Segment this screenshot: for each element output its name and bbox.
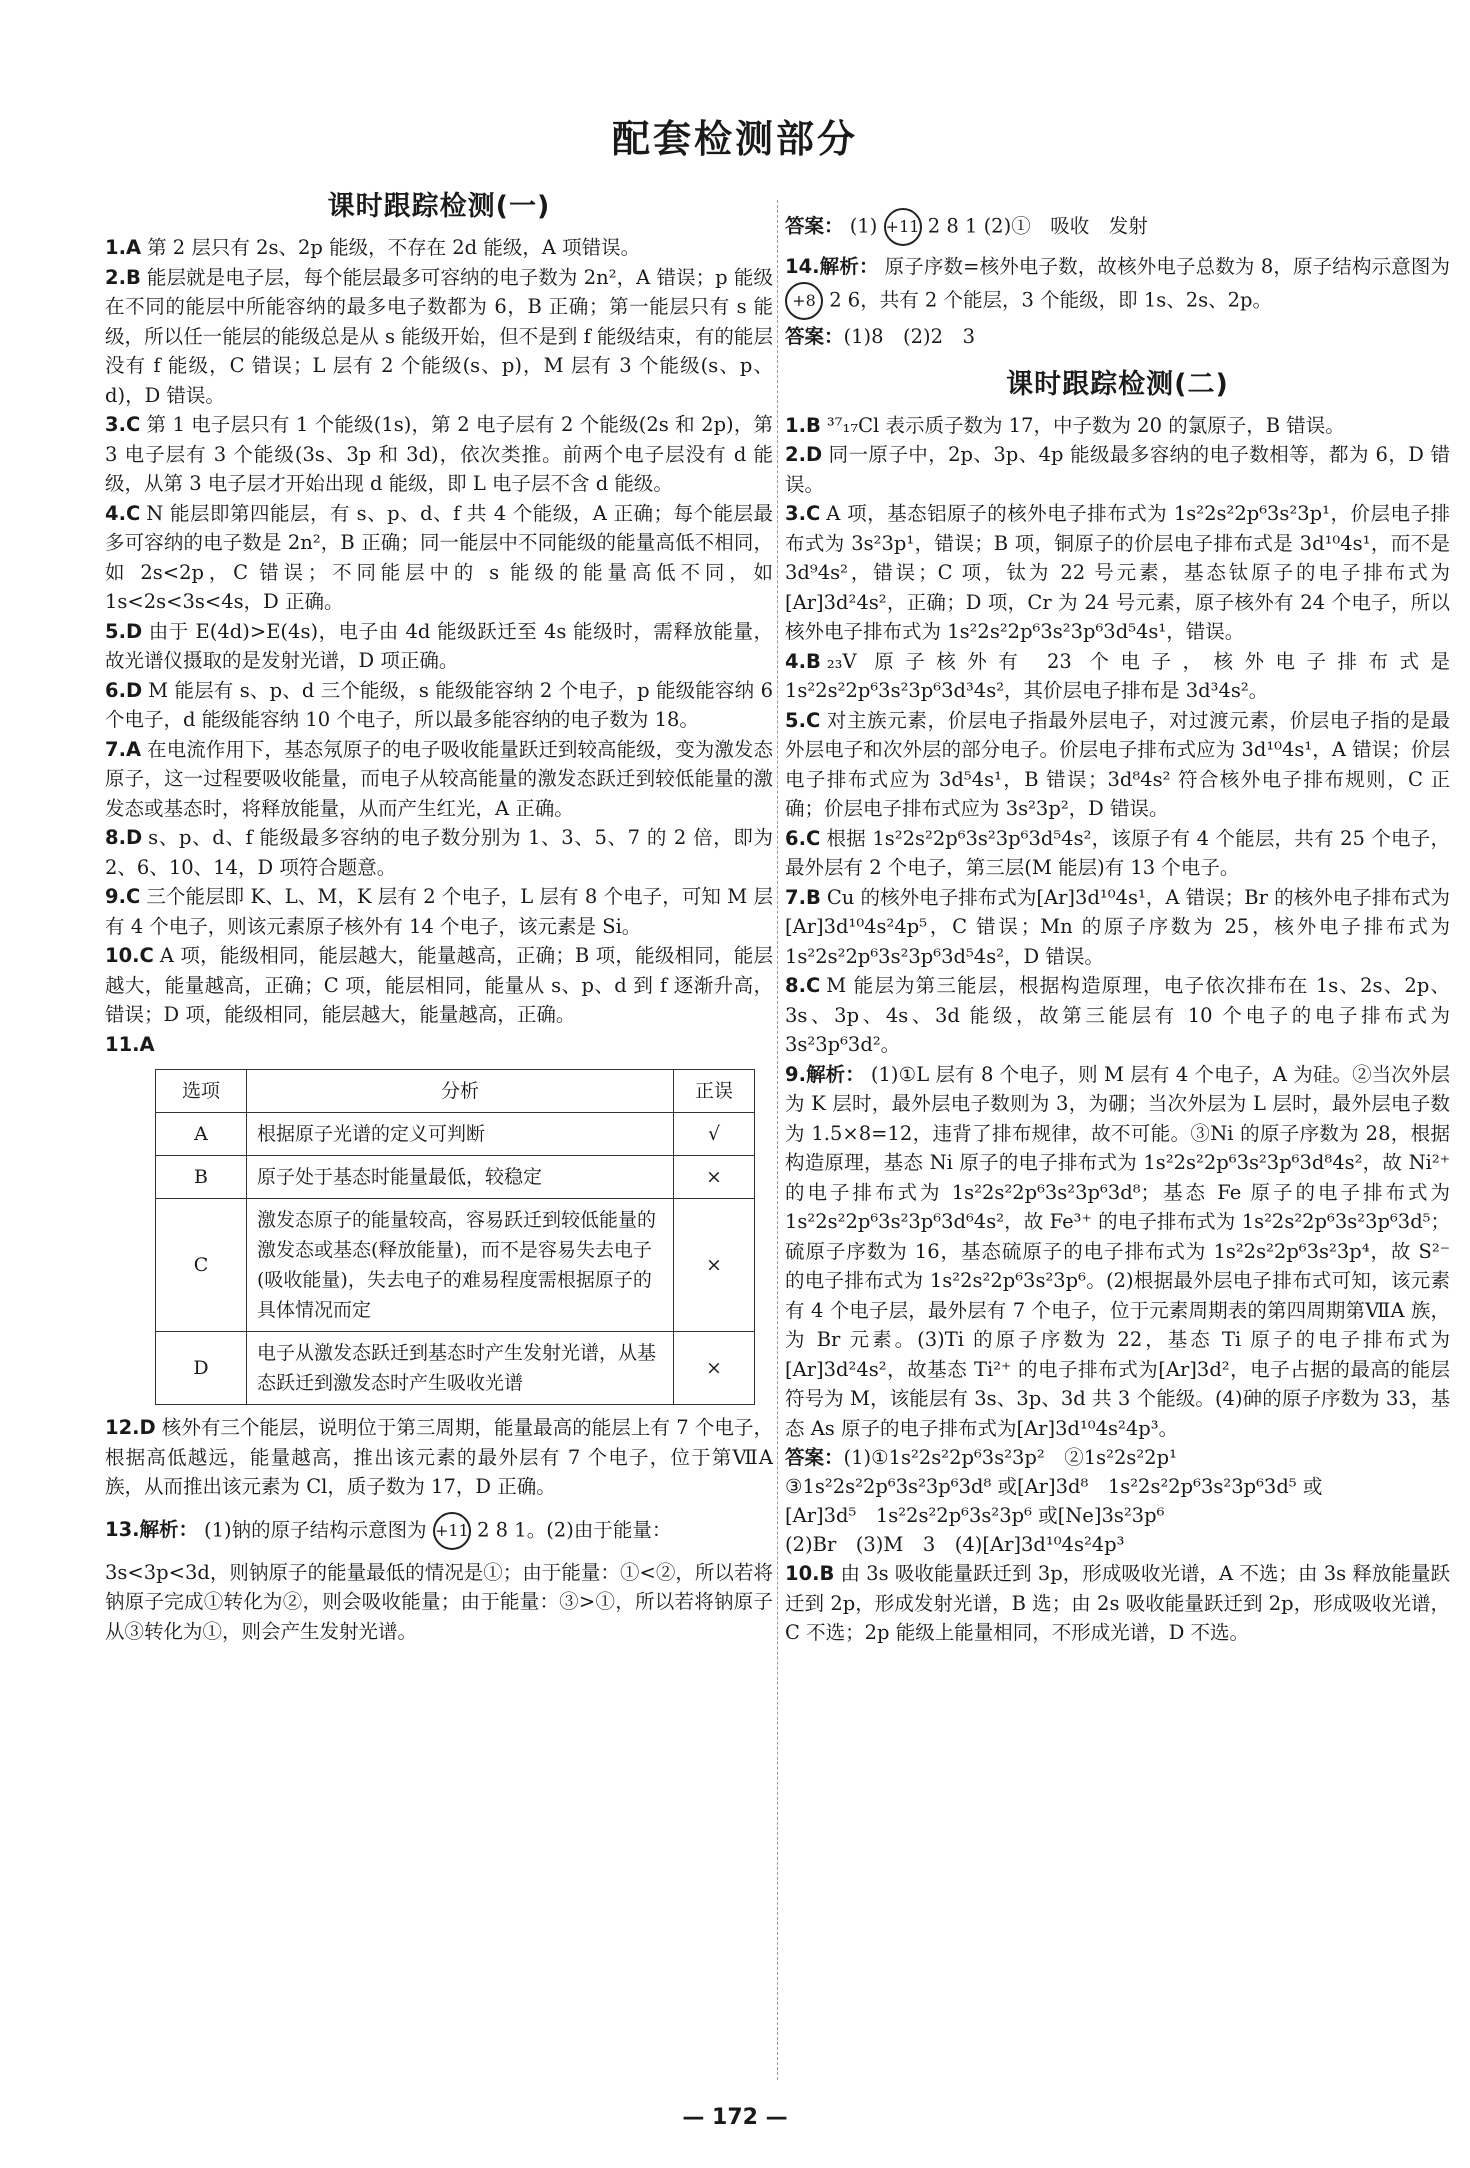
question-14: 14.解析： 原子序数=核外电子数，故核外电子总数为 8，原子结构示意图为 +8 2 6，共有 2 个能层，3 个能级，即 1s、2s、2p。: [785, 252, 1450, 320]
page-title: 配套检测部分: [611, 117, 858, 161]
question-13-continued: 3s<3p<3d，则钠原子的能量最低的情况是①；由于能量：①<②，所以若将钠原子完成①转化为②，则会吸收能量；由于能量：③>①，所以若将钠原子从③转化为①，则会产生发射光谱。: [105, 1560, 773, 1643]
answer-item: 1.B ³⁷₁₇Cl 表示质子数为 17，中子数为 20 的氯原子，B 错误。: [785, 413, 1345, 437]
answer-item: 6.C 根据 1s²2s²2p⁶3s²3p⁶3d⁵4s²，该原子有 4 个能层，共有 25 个电子，最外层有 2 个电子，第三层(M 能层)有 13 个电子。: [785, 826, 1450, 879]
table-cell: D: [156, 1332, 247, 1405]
answer-item: 9.解析： (1)①L 层有 8 个电子，则 M 层有 4 个电子，A 为硅。②当次外层为 K 层时，最外层电子数则为 3，为硼；当次外层为 L 层时，最外层电子数为 1.5×8=12，违背了排布规律，故不可能。③Ni 的原子序数为 28，根据构造原理，基态 Ni 原子的电子排布式为 1s²2s²2p⁶3s²3p⁶3d⁸4s²，故 Ni²⁺ 的电子排布式为 1s²2s²2p⁶3s²3p⁶3d⁸；基态 Fe 原子的电子排布式为 1s²2s²2p⁶3s²3p⁶3d⁶4s²，故 Fe³⁺ 的电子排布式为 1s²2s²2p⁶3s²3p⁶3d⁵；硫原子序数为 16，基态硫原子的电子排布式为 1s²2s²2p⁶3s²3p⁴，故 S²⁻ 的电子排布式为 1s²2s²2p⁶3s²3p⁶。(2)根据最外层电子排布式可知，该元素有 4 个电子层，最外层有 7 个电子，位于元素周期表的第四周期第ⅦA 族，为 Br 元素。(3)Ti 的原子序数为 22，基态 Ti 原子的电子排布式为[Ar]3d²4s²，故基态 Ti²⁺ 的电子排布式为[Ar]3d²，电子占据的最高的能层符号为 M，该能层有 3s、3p、3d 共 3 个能级。(4)砷的原子序数为 33，基态 As 原子的电子排布式为[Ar]3d¹⁰4s²4p³。: [785, 1062, 1450, 1440]
q14-answer: 答案：(1)8 (2)2 3: [785, 324, 975, 348]
table-row: [156, 1156, 755, 1199]
table-cell: ×: [674, 1199, 755, 1332]
table-cell: A: [156, 1113, 247, 1156]
answer-item: 4.C N 能层即第四能层，有 s、p、d、f 共 4 个能级，A 正确；每个能层最多可容纳的电子数是 2n²，B 正确；同一能层中不同能级的能量高低不相同，如 2s<2p，C 错误；不同能层中的 s 能级的能量高低不同，如 1s<2s<3s<4s，D 正确。: [105, 501, 773, 613]
table-row: [156, 1332, 755, 1405]
electron-shells: 2 8 1: [477, 1518, 527, 1541]
sodium-nucleus-icon: +11: [884, 208, 922, 246]
table-row: [156, 1113, 755, 1156]
right-column: [785, 208, 1450, 1648]
table-cell: ×: [674, 1156, 755, 1199]
left-column: [105, 178, 773, 1646]
q13-answer: 答案： (1) +11 2 8 1 (2)① 吸收 发射: [785, 208, 1450, 246]
answer-item: 2.D 同一原子中，2p、3p、4p 能级最多容纳的电子数相等，都为 6，D 错误。: [785, 443, 1450, 496]
question-10-right: 10.B 由 3s 吸收能量跃迁到 3p，形成吸收光谱，A 不选；由 3s 释放能量跃迁到 2p，形成发射光谱，B 选；由 2s 吸收能量跃迁到 2p，形成吸收光谱，C 不选；2p 能级上能量相同，不形成光谱，D 不选。: [785, 1562, 1450, 1644]
answer-item: 10.C A 项，能级相同，能层越大，能量越高，正确；B 项，能级相同，能层越大，能量越高，正确；C 项，能层相同，能量从 s、p、d 到 f 逐渐升高，错误；D 项，能级相同，能层越大，能量越高，正确。: [105, 944, 773, 1026]
sodium-nucleus-icon: +11: [433, 1512, 471, 1550]
table-cell: 根据原子光谱的定义可判断: [247, 1113, 674, 1156]
table-header-row: [156, 1070, 755, 1113]
answer-item: 9.C 三个能层即 K、L、M，K 层有 2 个电子，L 层有 8 个电子，可知 M 层有 4 个电子，则该元素原子核外有 14 个电子，该元素是 Si。: [105, 885, 773, 938]
answer-item: 8.D s、p、d、f 能级最多容纳的电子数分别为 1、3、5、7 的 2 倍，即为 2、6、10、14，D 项符合题意。: [105, 826, 773, 879]
table-header: 分析: [247, 1070, 674, 1113]
question-11: 11.A: [105, 1032, 155, 1056]
answer-item: 5.C 对主族元素，价层电子指最外层电子，对过渡元素，价层电子指的是最外层电子和次外层的部分电子。价层电子排布式应为 3d¹⁰4s¹，A 错误；价层电子排布式应为 3d⁵4s¹，B 错误；3d⁸4s² 符合核外电子排布规则，C 正确；价层电子排布式应为 3s²3p²，D 错误。: [785, 708, 1450, 820]
answer-item: 8.C M 能层为第三能层，根据构造原理，电子依次排布在 1s、2s、2p、3s、3p、4s、3d 能级，故第三能层有 10 个电子的电子排布式为 3s²3p⁶3d²。: [785, 974, 1450, 1056]
table-cell: 电子从激发态跃迁到基态时产生发射光谱，从基态跃迁到激发态时产生吸收光谱: [247, 1332, 674, 1405]
right-answers: [785, 411, 1450, 1444]
answer-item: 7.A 在电流作用下，基态氖原子的电子吸收能量跃迁到较高能级，变为激发态原子，这一过程要吸收能量，而电子从较高能量的激发态跃迁到较低能量的激发态或基态时，将释放能量，从而产生红光，A 正确。: [105, 737, 773, 820]
table-cell: ×: [674, 1332, 755, 1405]
answer-item: 1.A 第 2 层只有 2s、2p 能级，不存在 2d 能级，A 项错误。: [105, 236, 641, 259]
table-cell: B: [156, 1156, 247, 1199]
left-answers: [105, 233, 773, 1030]
answer-item: 7.B Cu 的核外电子排布式为[Ar]3d¹⁰4s¹，A 错误；Br 的核外电子排布式为[Ar]3d¹⁰4s²4p⁵，C 错误；Mn 的原子序数为 25，核外电子排布式为 1s²2s²2p⁶3s²3p⁶3d⁵4s²，D 错误。: [785, 885, 1450, 968]
answer-item: 3.C A 项，基态铝原子的核外电子排布式为 1s²2s²2p⁶3s²3p¹，价层电子排布式为 3s²3p¹，错误；B 项，铜原子的价层电子排布式是 3d¹⁰4s¹，而不是 3d⁹4s²，错误；C 项，钛为 22 号元素，基态钛原子的电子排布式为[Ar]3d²4s²，正确；D 项，Cr 为 24 号元素，原子核外有 24 个电子，所以核外电子排布式为 1s²2s²2p⁶3s²3p⁶3d⁵4s¹，错误。: [785, 502, 1450, 643]
answer-item: 6.D M 能层有 s、p、d 三个能级，s 能级能容纳 2 个电子，p 能级能容纳 6 个电子，d 能级能容纳 10 个电子，所以最多能容纳的电子数为 18。: [105, 678, 773, 731]
table-cell: √: [674, 1113, 755, 1156]
table-cell: 激发态原子的能量较高，容易跃迁到较低能量的激发态或基态(释放能量)，而不是容易失去电子(吸收能量)，失去电子的难易程度需根据原子的具体情况而定: [247, 1199, 674, 1332]
table-body: [156, 1113, 755, 1405]
analysis-table: [155, 1069, 755, 1405]
oxygen-nucleus-icon: +8: [785, 282, 823, 320]
page-number: — 172 —: [682, 2105, 788, 2130]
section-title-1: 课时跟踪检测(一): [327, 191, 551, 222]
column-divider: [777, 200, 778, 2080]
answer-item: 3.C 第 1 电子层只有 1 个能级(1s)，第 2 电子层有 2 个能级(2s 和 2p)，第 3 电子层有 3 个能级(3s、3p 和 3d)，依次类推。前两个电子层没有 d 能级，从第 3 电子层才开始出现 d 能级，即 L 电子层不含 d 能级。: [105, 413, 773, 495]
answer-item: 4.B ₂₃V 原子核外有 23 个电子，核外电子排布式是 1s²2s²2p⁶3s²3p⁶3d³4s²，其价层电子排布是 3d³4s²。: [785, 649, 1450, 702]
question-13: 13.解析： (1)钠的原子结构示意图为 +11 2 8 1。(2)由于能量：: [105, 1512, 773, 1550]
table-header: 选项: [156, 1070, 247, 1113]
question-12: 12.D 核外有三个能层，说明位于第三周期，能量最高的能层上有 7 个电子，根据高低越远，能量越高，推出该元素的最外层有 7 个电子，位于第ⅦA 族，从而推出该元素为 Cl，质子数为 17，D 正确。: [105, 1416, 773, 1498]
section-title-2: 课时跟踪检测(二): [1006, 368, 1229, 400]
table-header: 正误: [674, 1070, 755, 1113]
q9-answer: 答案：(1)①1s²2s²2p⁶3s²3p² ②1s²2s²2p¹ ③1s²2s²2p⁶3s²3p⁶3d⁸ 或[Ar]3d⁸ 1s²2s²2p⁶3s²3p⁶3d⁵ 或 [Ar]3d⁵ 1s²2s²2p⁶3s²3p⁶ 或[Ne]3s²3p⁶ (2)Br (3)M 3 (4)[Ar]3d¹⁰4s²4p³: [785, 1446, 1323, 1556]
table-row: [156, 1199, 755, 1332]
answer-item: 5.D 由于 E(4d)>E(4s)，电子由 4d 能级跃迁至 4s 能级时，需释放能量，故光谱仪摄取的是发射光谱，D 项正确。: [105, 619, 773, 672]
answer-item: 2.B 能层就是电子层，每个能层最多可容纳的电子数为 2n²，A 错误；p 能级在不同的能层中所能容纳的最多电子数都为 6，B 正确；第一能层只有 s 能级，所以任一能层的能级总是从 s 能级开始，但不是到 f 能级结束，有的能层没有 f 能级，C 错误；L 层有 2 个能级(s、p)，M 层有 3 个能级(s、p、d)，D 错误。: [105, 265, 773, 407]
table-cell: C: [156, 1199, 247, 1332]
table-cell: 原子处于基态时能量最低，较稳定: [247, 1156, 674, 1199]
